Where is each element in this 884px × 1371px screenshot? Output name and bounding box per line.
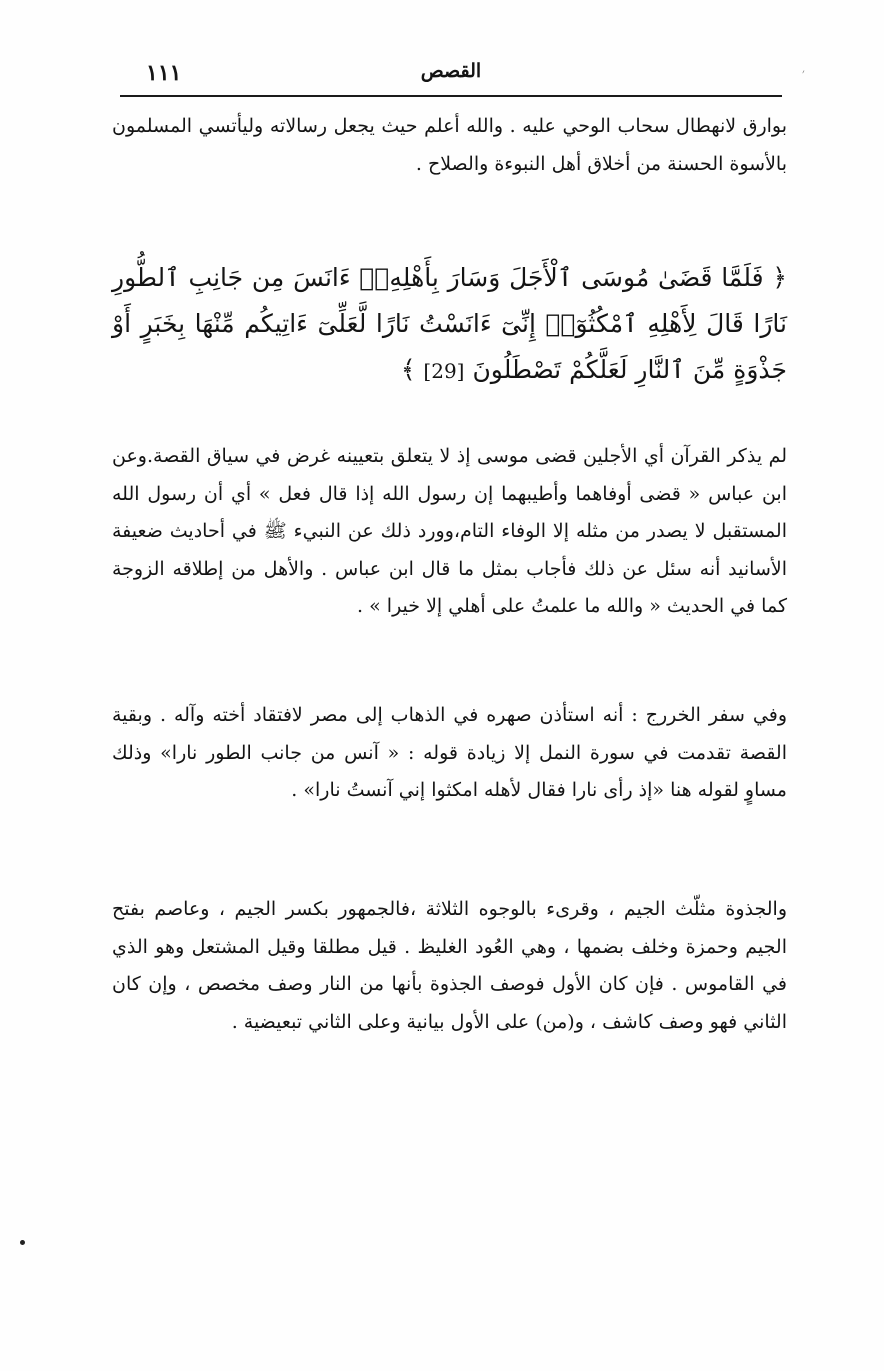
- quran-verse: [112, 255, 787, 394]
- scan-speck: [20, 1240, 25, 1245]
- verse-text: ﴿ فَلَمَّا قَضَىٰ مُوسَى ٱلْأَجَلَ وَسَارَ بِأَهْلِهِۦٓ ءَانَسَ مِن جَانِبِ ٱلطُّورِ نَارًا قَالَ لِأَهْلِهِ ٱمْكُثُوٓا۟ إِنِّىٓ ءَانَسْتُ نَارًا لَّعَلِّىٓ ءَاتِيكُم مِّنْهَا بِخَبَرٍ أَوْ جَذْوَةٍ مِّنَ ٱلنَّارِ لَعَلَّكُمْ تَصْطَلُونَ: [112, 263, 787, 384]
- header-rule: [120, 95, 782, 97]
- verse-number: [29]: [423, 359, 465, 383]
- page-number: ١١١: [146, 60, 182, 86]
- running-title: القصص: [420, 60, 482, 82]
- paragraph-exodus: وفي سفر الخررج : أنه استأذن صهره في الذهاب إلى مصر لافتقاد أخته وآله . وبقية القصة تقدمت في سورة النمل إلا زيادة قوله : « آنس من جانب الطور نارا» وذلك مساوٍ لقوله هنا «إذ رأى نارا فقال لأهله امكثوا إني آنستُ نارا» .: [112, 704, 787, 801]
- paragraph-jadhwa: والجذوة مثلّث الجيم ، وقرىء بالوجوه الثلاثة ،فالجمهور بكسر الجيم ، وعاصم بفتح الجيم وحمزة وخلف بضمها ، وهي العُود الغليظ . قيل مطلقا وقيل المشتعل وهو الذي في القاموس . فإن كان الأول فوصف الجذوة بأنها من النار وصف مخصص ، وإن كان الثاني فهو وصف كاشف ، و(من) على الأول بيانية وعلى الثاني تبعيضية .: [112, 898, 787, 1033]
- page-header: [120, 58, 782, 94]
- margin-mark: ׳: [802, 66, 805, 80]
- verse-close-bracket: ﴾: [400, 355, 416, 384]
- paragraph-intro: بوارق لانهطال سحاب الوحي عليه . والله أعلم حيث يجعل رسالاته وليأتسي المسلمون بالأسوة الحسنة من أخلاق أهل النبوءة والصلاح .: [112, 115, 787, 175]
- paragraph-commentary: لم يذكر القرآن أي الأجلين قضى موسى إذ لا يتعلق بتعيينه غرض في سياق القصة.وعن ابن عباس « قضى أوفاهما وأطيبهما إن رسول الله إذا قال فعل » أي أن رسول الله المستقبل لا يصدر من مثله إلا الوفاء التام،وورد ذلك عن النبيء ﷺ في أحاديث ضعيفة الأسانيد أنه سئل عن ذلك فأجاب بمثل ما قال ابن عباس . والأهل من إطلاقه الزوجة كما في الحديث « والله ما علمتُ على أهلي إلا خيرا » .: [112, 445, 787, 617]
